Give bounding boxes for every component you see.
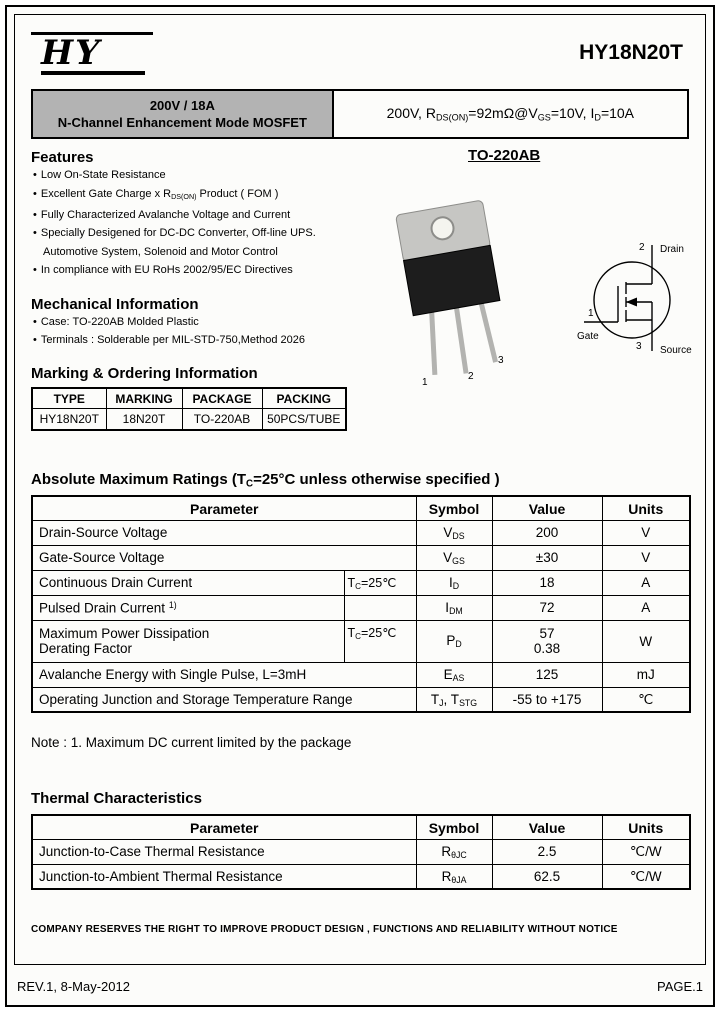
mosfet-symbol-graphic [576, 237, 706, 357]
feature-text: Excellent Gate Charge x $R_{DS(ON)}$ Product ( FOM ) [40, 187, 279, 201]
brand-logo [31, 32, 153, 75]
units-cell: ℃/W [602, 864, 690, 889]
logo-text: HY [41, 32, 102, 73]
page-border [5, 5, 715, 1007]
marking-cell-packing: 50PCS/TUBE [262, 409, 346, 430]
table-row [32, 545, 690, 570]
feature-item [31, 206, 689, 225]
bullet-icon: • [33, 208, 37, 221]
package-graphic [376, 197, 551, 389]
marking-cell-marking: 18N20T [106, 409, 182, 430]
mechanical-text: Terminals : Solderable per MIL-STD-750,Method 2026 [40, 333, 305, 346]
mid-section [31, 139, 692, 457]
bullet-icon: • [33, 315, 37, 328]
table-row [32, 662, 690, 687]
value-cell: 125 [492, 662, 602, 687]
parameter-cell: Avalanche Energy with Single Pulse, L=3mH [32, 662, 416, 687]
value-cell: 18 [492, 570, 602, 595]
footer-revision: REV.1, 8-May-2012 [17, 979, 130, 994]
col-header-parameter: Parameter [32, 815, 416, 839]
marking-table [31, 387, 347, 431]
parameter-cell: Continuous Drain Current [32, 570, 344, 595]
source-label: Source [660, 345, 692, 356]
banner-spec-cell [334, 89, 689, 139]
marking-data-row [32, 409, 346, 430]
bullet-icon: • [33, 227, 37, 240]
units-cell: A [602, 595, 690, 620]
bullet-icon: • [33, 333, 37, 346]
condition-cell [344, 595, 416, 620]
banner [31, 89, 689, 139]
parameter-cell: Operating Junction and Storage Temperature Range [32, 687, 416, 712]
package-label: TO-220AB [468, 147, 541, 164]
parameter-cell: Junction-to-Ambient Thermal Resistance [32, 864, 416, 889]
section-title-marking: Marking & Ordering Information [31, 364, 258, 382]
gate-label: Gate [577, 331, 599, 342]
marking-header-row [32, 388, 346, 409]
col-header-symbol: Symbol [416, 815, 492, 839]
feature-item [31, 166, 689, 185]
banner-rating-line2: N-Channel Enhancement Mode MOSFET [57, 115, 307, 130]
condition-cell: $T_C=25℃$ [344, 570, 416, 595]
pin-number-label: 1 [422, 377, 428, 388]
table-row [32, 620, 690, 662]
parameter-cell [32, 620, 344, 662]
banner-rating-line1: 200V / 18A [149, 98, 215, 113]
value-cell: 200 [492, 520, 602, 545]
bullet-icon: • [33, 169, 37, 181]
abs-max-table [31, 495, 691, 713]
marking-col-header: TYPE [32, 388, 106, 409]
units-cell: ℃ [602, 687, 690, 712]
table-row [32, 595, 690, 620]
units-cell: A [602, 570, 690, 595]
feature-text: Low On-State Resistance [40, 169, 166, 181]
feature-item [31, 185, 689, 206]
value-line2: 0.38 [533, 641, 561, 657]
content-box [14, 14, 706, 965]
package-lead [481, 301, 496, 363]
value-line1: 57 [539, 626, 555, 642]
symbol-cell: $R_{\theta JA}$ [416, 864, 492, 889]
parameter-line1: Maximum Power Dissipation [39, 626, 210, 642]
marking-col-header: PACKING [262, 388, 346, 409]
parameter-cell: Junction-to-Case Thermal Resistance [32, 839, 416, 864]
section-title-thermal: Thermal Characteristics [31, 790, 202, 808]
thermal-header-row [32, 815, 690, 839]
abs-max-header-row [32, 496, 690, 520]
symbol-cell: $R_{\theta JC}$ [416, 839, 492, 864]
feature-text: Fully Characterized Avalanche Voltage and Current [40, 208, 291, 221]
section-title-mechanical: Mechanical Information [31, 295, 199, 313]
value-cell: 72 [492, 595, 602, 620]
units-cell: V [602, 545, 690, 570]
value-cell: -55 to +175 [492, 687, 602, 712]
parameter-cell: Drain-Source Voltage [32, 520, 416, 545]
mechanical-text: Case: TO-220AB Molded Plastic [40, 315, 199, 328]
value-cell: 2.5 [492, 839, 602, 864]
col-header-units: Units [602, 815, 690, 839]
table-row [32, 520, 690, 545]
units-cell: mJ [602, 662, 690, 687]
marking-cell-type: HY18N20T [32, 409, 106, 430]
package-lead [424, 310, 443, 374]
drain-pin-label: 2 [639, 242, 645, 253]
section-title-features: Features [31, 149, 94, 166]
condition-cell: $T_C=25℃$ [344, 620, 416, 662]
symbol-cell: $V_{GS}$ [416, 545, 492, 570]
marking-col-header: MARKING [106, 388, 182, 409]
source-pin-label: 3 [636, 341, 642, 352]
banner-spec-text: 200V, $R_{DS(ON)}=92m\Omega@V_{GS}=10V$, $I_D=10A$ [386, 105, 635, 123]
col-header-units: Units [602, 496, 690, 520]
symbol-cell: $V_{DS}$ [416, 520, 492, 545]
units-cell: ℃/W [602, 839, 690, 864]
feature-text: In compliance with EU RoHs 2002/95/EC Directives [40, 264, 293, 277]
gate-pin-label: 1 [588, 308, 594, 319]
thermal-table [31, 814, 691, 890]
symbol-cell: $E_{AS}$ [416, 662, 492, 687]
value-cell: 62.5 [492, 864, 602, 889]
mosfet-symbol [576, 237, 706, 362]
symbol-cell: $T_J$, $T_{STG}$ [416, 687, 492, 712]
bullet-icon: • [33, 187, 37, 200]
banner-rating-cell [31, 89, 334, 139]
pin-number-label: 3 [498, 355, 504, 366]
table-row [32, 687, 690, 712]
units-cell: V [602, 520, 690, 545]
feature-text: Specially Desigened for DC-DC Converter, Off-line UPS. [40, 227, 316, 240]
pin-number-label: 2 [468, 371, 474, 382]
note-text: Note : 1. Maximum DC current limited by the package [31, 735, 352, 751]
bullet-icon: • [33, 264, 37, 277]
col-header-value: Value [492, 815, 602, 839]
table-row [32, 839, 690, 864]
feature-text: Automotive System, Solenoid and Motor Control [43, 245, 278, 258]
parameter-cell: Gate-Source Voltage [32, 545, 416, 570]
section-title-abs-max: Absolute Maximum Ratings ($T_C=25^\circ C$ unless otherwise specified ) [31, 471, 500, 490]
footer-page-number: PAGE.1 [656, 979, 703, 994]
value-cell [492, 620, 602, 662]
col-header-value: Value [492, 496, 602, 520]
marking-cell-package: TO-220AB [182, 409, 262, 430]
table-row [32, 864, 690, 889]
package-lead [454, 306, 468, 373]
drain-label: Drain [660, 244, 684, 255]
symbol-cell: $I_D$ [416, 570, 492, 595]
header-row [31, 25, 689, 81]
marking-col-header: PACKAGE [182, 388, 262, 409]
symbol-cell: $P_D$ [416, 620, 492, 662]
table-row [32, 570, 690, 595]
units-cell: W [602, 620, 690, 662]
package-drawing [376, 197, 551, 394]
disclaimer-text: COMPANY RESERVES THE RIGHT TO IMPROVE PRODUCT DESIGN , FUNCTIONS AND RELIABILITY WITHOUT NOTICE [31, 924, 618, 936]
parameter-line2: Derating Factor [39, 641, 133, 657]
part-number-title: HY18N20T [579, 41, 683, 64]
parameter-cell: Pulsed Drain Current $^{1)}$ [32, 595, 344, 620]
arrow-icon [626, 298, 637, 307]
symbol-cell: $I_{DM}$ [416, 595, 492, 620]
col-header-parameter: Parameter [32, 496, 416, 520]
value-cell: ±30 [492, 545, 602, 570]
footer [17, 979, 703, 994]
col-header-symbol: Symbol [416, 496, 492, 520]
